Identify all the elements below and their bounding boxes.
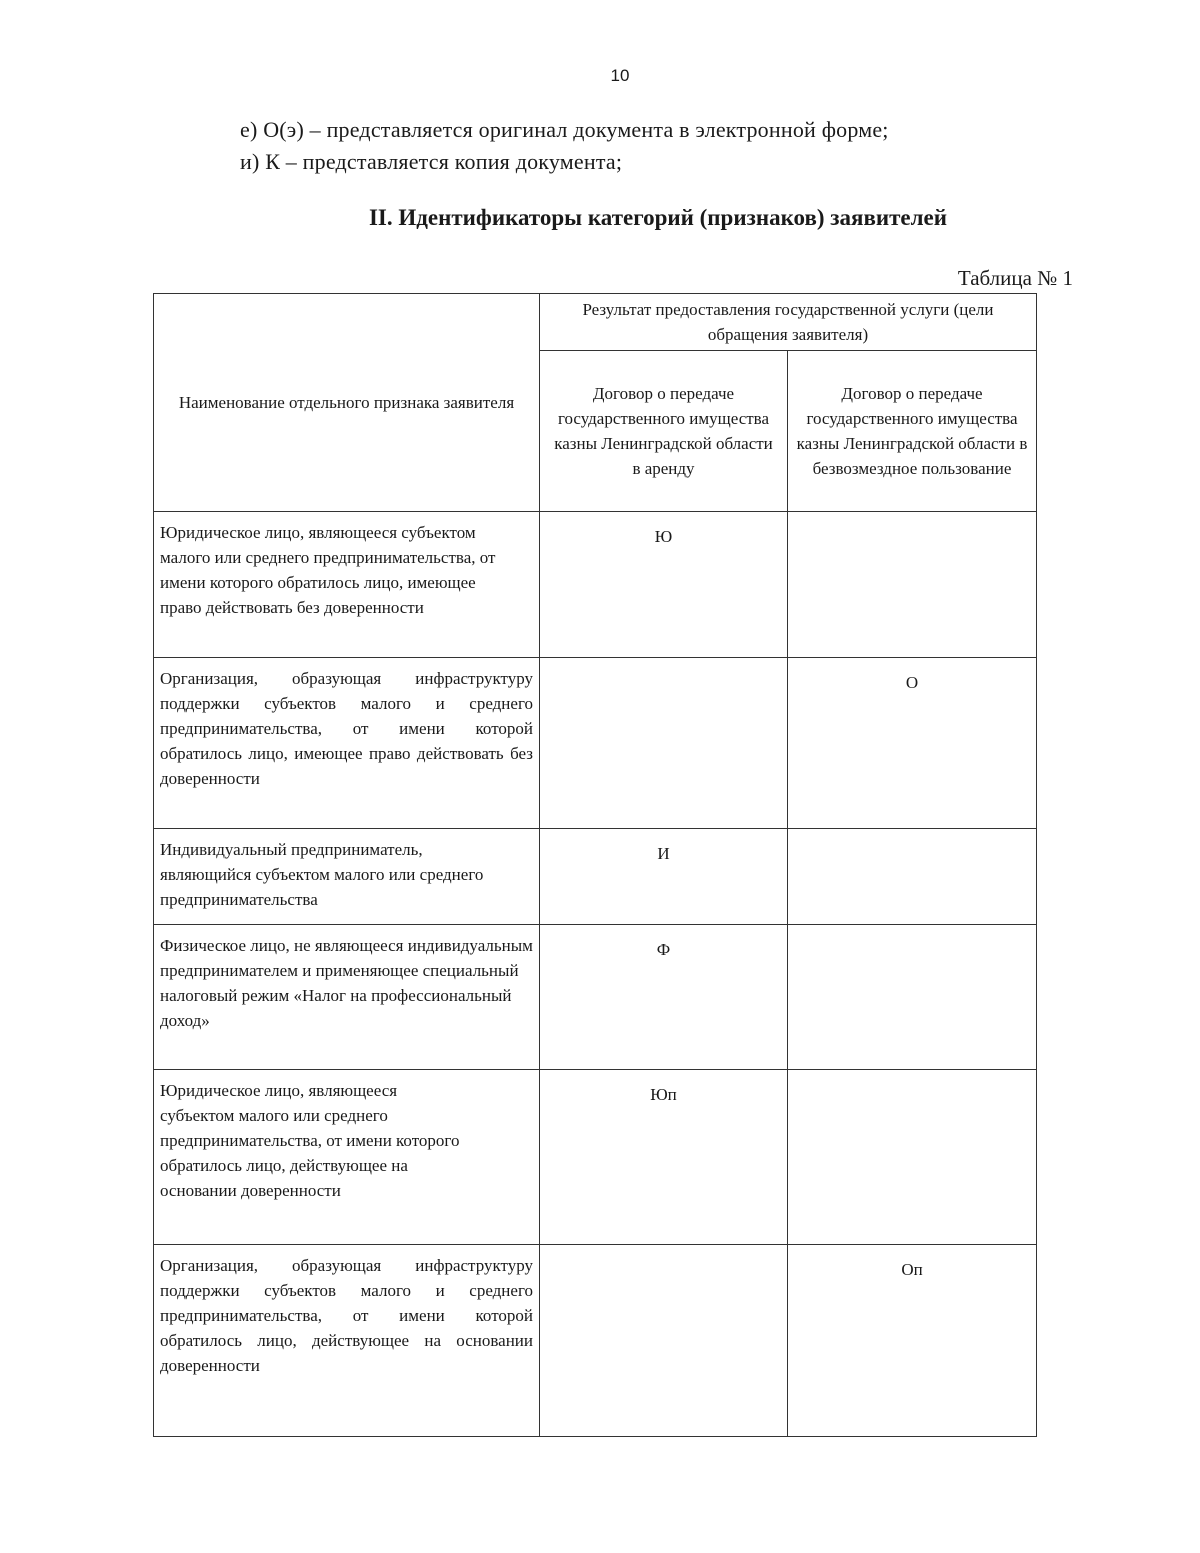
header-name-cell: Наименование отдельного признака заявителя (154, 294, 540, 512)
table-header-row (154, 294, 1037, 351)
applicant-categories-table (153, 293, 1037, 1437)
row-name-cell: Организация, образующая инфраструктуру поддержки субъектов малого и среднего предпринимательства, от имени которой обратилось лицо, имеющее право действовать без доверенности (154, 658, 540, 829)
row-code-lease: Юп (540, 1070, 788, 1245)
table-row (154, 658, 1037, 829)
row-code-lease (540, 658, 788, 829)
row-code-lease (540, 1245, 788, 1437)
row-name-cell: Физическое лицо, не являющееся индивидуальным предпринимателем и применяющее специальный налоговый режим «Налог на профессиональный доход» (154, 925, 540, 1070)
table-row (154, 1070, 1037, 1245)
page-number: 10 (610, 66, 630, 85)
section-title: II. Идентификаторы категорий (признаков) заявителей (368, 205, 948, 230)
header-free-use-cell: Договор о передаче государственного имущества казны Ленинградской области в безвозмездное пользование (788, 351, 1037, 512)
row-name-cell: Индивидуальный предприниматель, являющийся субъектом малого или среднего предпринимательства (154, 829, 540, 925)
list-item-e: е) О(э) – представляется оригинал документа в электронной форме; (240, 117, 889, 142)
row-code-lease: И (540, 829, 788, 925)
table-caption: Таблица № 1 (957, 266, 1073, 290)
list-item-i: и) К – представляется копия документа; (240, 149, 623, 174)
table-row (154, 1245, 1037, 1437)
row-code-free-use: О (788, 658, 1037, 829)
row-code-lease: Ф (540, 925, 788, 1070)
row-name-cell: Организация, образующая инфраструктуру поддержки субъектов малого и среднего предпринимательства, от имени которой обратилось лицо, действующее на основании доверенности (154, 1245, 540, 1437)
table-row (154, 925, 1037, 1070)
table-row (154, 512, 1037, 658)
row-name-cell: Юридическое лицо, являющееся субъектом малого или среднего предпринимательства, от имени которого обратилось лицо, действующее на основании доверенности (154, 1070, 540, 1245)
row-code-free-use (788, 1070, 1037, 1245)
row-code-free-use (788, 925, 1037, 1070)
header-lease-cell: Договор о передаче государственного имущества казны Ленинградской области в аренду (540, 351, 788, 512)
row-code-free-use (788, 829, 1037, 925)
row-code-free-use (788, 512, 1037, 658)
table-row (154, 829, 1037, 925)
row-code-free-use: Оп (788, 1245, 1037, 1437)
header-result-cell: Результат предоставления государственной услуги (цели обращения заявителя) (540, 294, 1037, 351)
row-name-cell: Юридическое лицо, являющееся субъектом малого или среднего предпринимательства, от имени которого обратилось лицо, имеющее право действовать без доверенности (154, 512, 540, 658)
row-code-lease: Ю (540, 512, 788, 658)
